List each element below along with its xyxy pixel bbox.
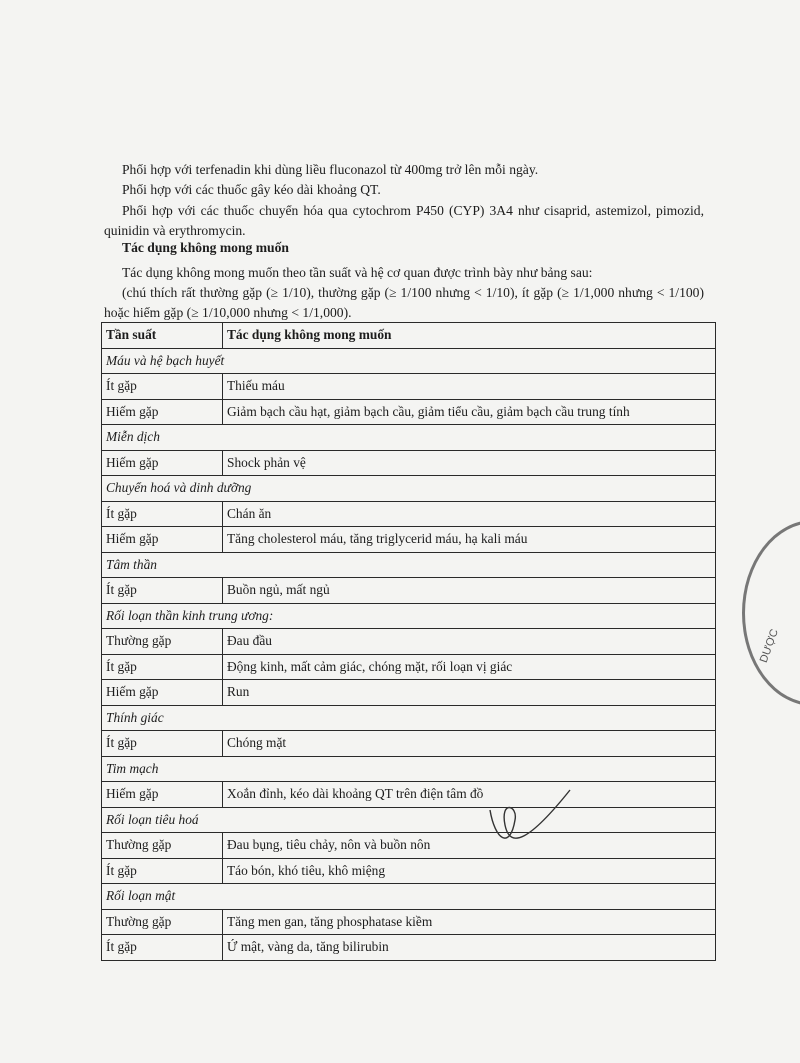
group-name: Máu và hệ bạch huyết xyxy=(102,348,716,374)
frequency-cell: Ít gặp xyxy=(102,935,223,961)
stamp-circle xyxy=(742,520,800,706)
group-row xyxy=(102,348,716,374)
effect-cell: Đau bụng, tiêu chảy, nôn và buồn nôn xyxy=(223,833,716,859)
table-row xyxy=(102,654,716,680)
effect-cell: Shock phản vệ xyxy=(223,450,716,476)
header-effects: Tác dụng không mong muốn xyxy=(223,323,716,349)
intro-line-1: Phối hợp với terfenadin khi dùng liều fluconazol từ 400mg trở lên mỗi ngày. xyxy=(122,162,539,177)
intro-line-2: Phối hợp với các thuốc gây kéo dài khoảng QT. xyxy=(122,182,381,197)
group-row xyxy=(102,756,716,782)
group-name: Tâm thần xyxy=(102,552,716,578)
table-row xyxy=(102,501,716,527)
effect-cell: Đau đầu xyxy=(223,629,716,655)
table-row xyxy=(102,450,716,476)
group-row xyxy=(102,603,716,629)
stamp-text: DƯỢC xyxy=(757,627,781,665)
frequency-cell: Thường gặp xyxy=(102,909,223,935)
table-row xyxy=(102,629,716,655)
frequency-cell: Hiếm gặp xyxy=(102,399,223,425)
effect-cell: Giảm bạch cầu hạt, giảm bạch cầu, giảm tiểu cầu, giảm bạch cầu trung tính xyxy=(223,399,716,425)
group-name: Chuyển hoá và dinh dưỡng xyxy=(102,476,716,502)
effect-cell: Táo bón, khó tiêu, khô miệng xyxy=(223,858,716,884)
frequency-note: (chú thích rất thường gặp (≥ 1/10), thường gặp (≥ 1/100 nhưng < 1/10), ít gặp (≥ 1/1,000 nhưng < 1/100) hoặc hiếm gặp (≥ 1/10,000 nhưng < 1/1,000). xyxy=(104,285,704,320)
frequency-cell: Thường gặp xyxy=(102,833,223,859)
frequency-cell: Ít gặp xyxy=(102,654,223,680)
effect-cell: Buồn ngủ, mất ngủ xyxy=(223,578,716,604)
table-row xyxy=(102,858,716,884)
table-header-row xyxy=(102,323,716,349)
effect-cell: Động kinh, mất cảm giác, chóng mặt, rối loạn vị giác xyxy=(223,654,716,680)
effect-cell: Chán ăn xyxy=(223,501,716,527)
signature-mark xyxy=(470,780,580,860)
group-row xyxy=(102,552,716,578)
intro-line-3: Phối hợp với các thuốc chuyển hóa qua cytochrom P450 (CYP) 3A4 như cisaprid, astemizol, pimozid, quinidin và erythromycin. xyxy=(104,203,704,238)
group-row xyxy=(102,705,716,731)
group-row xyxy=(102,807,716,833)
group-name: Miễn dịch xyxy=(102,425,716,451)
frequency-cell: Ít gặp xyxy=(102,731,223,757)
group-name: Tim mạch xyxy=(102,756,716,782)
frequency-cell: Hiếm gặp xyxy=(102,680,223,706)
table-row xyxy=(102,935,716,961)
frequency-cell: Ít gặp xyxy=(102,501,223,527)
table-row xyxy=(102,731,716,757)
table-body xyxy=(102,348,716,960)
frequency-cell: Thường gặp xyxy=(102,629,223,655)
group-name: Rối loạn mật xyxy=(102,884,716,910)
effect-cell: Tăng men gan, tăng phosphatase kiềm xyxy=(223,909,716,935)
effect-cell: Thiếu máu xyxy=(223,374,716,400)
frequency-cell: Ít gặp xyxy=(102,578,223,604)
effect-cell: Tăng cholesterol máu, tăng triglycerid máu, hạ kali máu xyxy=(223,527,716,553)
effect-cell: Chóng mặt xyxy=(223,731,716,757)
effect-cell: Xoắn đỉnh, kéo dài khoảng QT trên điện tâm đồ xyxy=(223,782,716,808)
frequency-cell: Hiếm gặp xyxy=(102,782,223,808)
group-row xyxy=(102,884,716,910)
table-row xyxy=(102,680,716,706)
table-row xyxy=(102,527,716,553)
section-intro: Tác dụng không mong muốn theo tần suất và hệ cơ quan được trình bày như bảng sau: xyxy=(122,265,593,280)
table-row xyxy=(102,374,716,400)
group-row xyxy=(102,425,716,451)
table-row xyxy=(102,909,716,935)
section-heading: Tác dụng không mong muốn xyxy=(122,240,289,255)
table-row xyxy=(102,782,716,808)
effect-cell: Run xyxy=(223,680,716,706)
frequency-cell: Hiếm gặp xyxy=(102,450,223,476)
header-frequency: Tần suất xyxy=(102,323,223,349)
table-row xyxy=(102,833,716,859)
table-row xyxy=(102,399,716,425)
frequency-cell: Hiếm gặp xyxy=(102,527,223,553)
frequency-cell: Ít gặp xyxy=(102,858,223,884)
table-row xyxy=(102,578,716,604)
group-row xyxy=(102,476,716,502)
effect-cell: Ứ mật, vàng da, tăng bilirubin xyxy=(223,935,716,961)
frequency-cell: Ít gặp xyxy=(102,374,223,400)
group-name: Rối loạn tiêu hoá xyxy=(102,807,716,833)
adverse-effects-table xyxy=(101,322,716,961)
group-name: Rối loạn thần kinh trung ương: xyxy=(102,603,716,629)
group-name: Thính giác xyxy=(102,705,716,731)
